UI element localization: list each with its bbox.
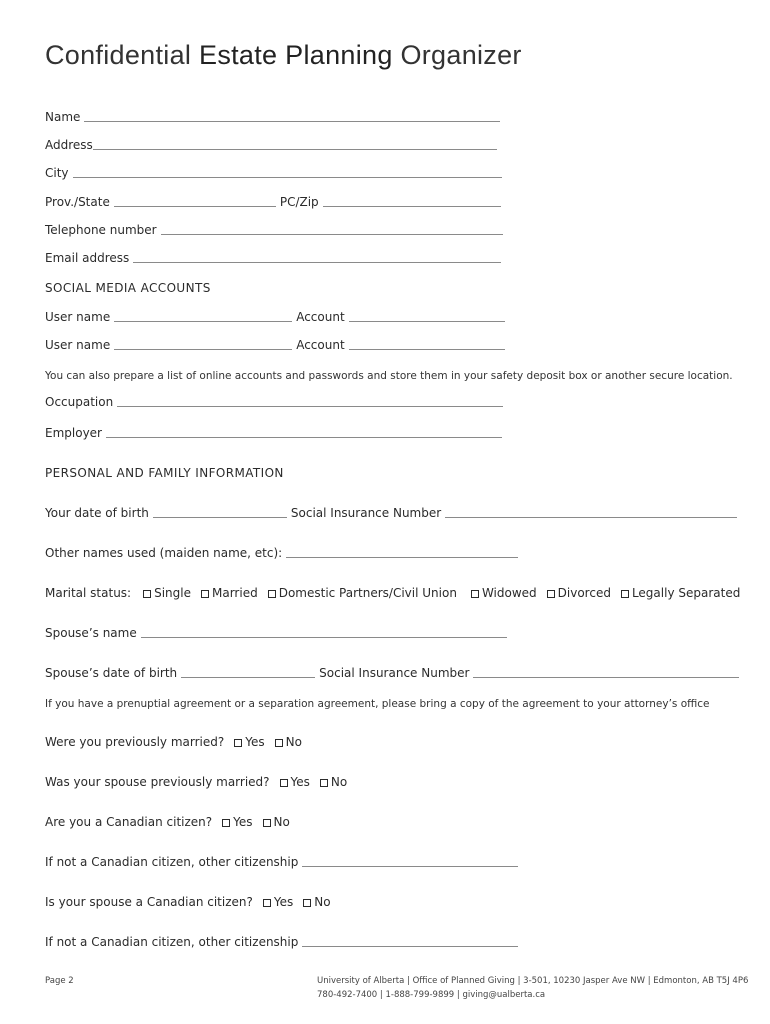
marital-option-domestic[interactable]: [268, 586, 457, 600]
checkbox-icon[interactable]: [222, 819, 230, 827]
page-title: [45, 40, 522, 71]
dob-label: Your date of birth: [45, 506, 149, 520]
spouse-name-row: [45, 624, 511, 640]
username-label: User name: [45, 338, 111, 352]
sin-field[interactable]: [445, 516, 737, 518]
checkbox-icon[interactable]: [143, 590, 151, 598]
canadian-row: [45, 813, 300, 829]
address-row: [45, 136, 501, 152]
employer-field[interactable]: [106, 436, 502, 438]
checkbox-icon[interactable]: [320, 779, 328, 787]
social-heading: SOCIAL MEDIA ACCOUNTS: [45, 281, 211, 295]
telephone-row: [45, 221, 507, 237]
spouse-other-citizenship-row: [45, 933, 522, 949]
employer-row: [45, 424, 506, 440]
checkbox-icon[interactable]: [275, 739, 283, 747]
account-field[interactable]: [349, 320, 505, 322]
other-citizenship-row: [45, 853, 522, 869]
yes-option[interactable]: [222, 815, 252, 829]
no-option[interactable]: [320, 775, 347, 789]
name-field[interactable]: [84, 120, 500, 122]
no-label: No: [314, 895, 331, 909]
option-label: Divorced: [557, 586, 611, 600]
telephone-field[interactable]: [161, 233, 503, 235]
prev-married-row: [45, 733, 312, 749]
address-label: Address: [45, 138, 93, 152]
dob-field[interactable]: [153, 516, 287, 518]
spouse-other-citizenship-field[interactable]: [302, 945, 518, 947]
email-label: Email address: [45, 251, 130, 265]
checkbox-icon[interactable]: [263, 819, 271, 827]
footer-address: University of Alberta | Office of Planned Giving | 3-501, 10230 Jasper Ave NW | Edmonton, AB T5J 4P6: [317, 976, 749, 986]
other-citizenship-field[interactable]: [302, 865, 518, 867]
username-field[interactable]: [114, 320, 292, 322]
employer-label: Employer: [45, 426, 102, 440]
marital-option-widowed[interactable]: [471, 586, 537, 600]
yes-label: Yes: [273, 895, 294, 909]
prov-field[interactable]: [114, 205, 276, 207]
spouse-sin-label: Social Insurance Number: [319, 666, 470, 680]
account-label: Account: [296, 310, 345, 324]
marital-option-separated[interactable]: [621, 586, 740, 600]
spouse-prev-married-label: Was your spouse previously married?: [45, 775, 270, 789]
checkbox-icon[interactable]: [263, 899, 271, 907]
no-option[interactable]: [303, 895, 330, 909]
dob-row: [45, 504, 741, 520]
personal-heading: PERSONAL AND FAMILY INFORMATION: [45, 466, 284, 480]
prenup-note: If you have a prenuptial agreement or a separation agreement, please bring a copy of the agreement to your attorney’s office: [45, 698, 710, 710]
spouse-name-field[interactable]: [141, 636, 507, 638]
address-field[interactable]: [93, 148, 497, 150]
city-row: [45, 164, 506, 180]
city-label: City: [45, 166, 69, 180]
title-part-1: Confidential: [45, 40, 192, 70]
account-field[interactable]: [349, 348, 505, 350]
prev-married-label: Were you previously married?: [45, 735, 225, 749]
name-row: [45, 108, 504, 124]
checkbox-icon[interactable]: [621, 590, 629, 598]
spouse-canadian-row: [45, 893, 341, 909]
marital-option-married[interactable]: [201, 586, 258, 600]
footer-contact: 780-492-7400 | 1-888-799-9899 | giving@ualberta.ca: [317, 990, 546, 1000]
spouse-dob-field[interactable]: [181, 676, 315, 678]
username-field[interactable]: [114, 348, 292, 350]
checkbox-icon[interactable]: [234, 739, 242, 747]
occupation-field[interactable]: [117, 405, 503, 407]
other-names-label: Other names used (maiden name, etc):: [45, 546, 283, 560]
checkbox-icon[interactable]: [303, 899, 311, 907]
yes-option[interactable]: [280, 775, 310, 789]
city-field[interactable]: [73, 176, 502, 178]
no-option[interactable]: [275, 735, 302, 749]
yes-option[interactable]: [263, 895, 293, 909]
canadian-label: Are you a Canadian citizen?: [45, 815, 213, 829]
prov-label: Prov./State: [45, 195, 110, 209]
telephone-label: Telephone number: [45, 223, 157, 237]
other-names-field[interactable]: [286, 556, 518, 558]
title-part-3: Organizer: [400, 40, 522, 70]
yes-option[interactable]: [234, 735, 264, 749]
yes-label: Yes: [290, 775, 310, 789]
sin-label: Social Insurance Number: [290, 506, 442, 520]
checkbox-icon[interactable]: [201, 590, 209, 598]
social-row-1: [45, 308, 509, 324]
occupation-row: [45, 393, 507, 409]
yes-label: Yes: [245, 735, 265, 749]
page-number: Page 2: [45, 976, 74, 986]
zip-label: PC/Zip: [279, 195, 319, 209]
spouse-other-citizenship-label: If not a Canadian citizen, other citizenship: [45, 935, 299, 949]
marital-label: Marital status:: [45, 586, 132, 600]
marital-row: [45, 584, 740, 600]
checkbox-icon[interactable]: [268, 590, 276, 598]
zip-field[interactable]: [323, 205, 501, 207]
option-label: Married: [212, 586, 258, 600]
social-row-2: [45, 336, 509, 352]
option-label: Domestic Partners/Civil Union: [278, 586, 457, 600]
email-row: [45, 249, 505, 265]
marital-option-divorced[interactable]: [547, 586, 611, 600]
option-label: Legally Separated: [631, 586, 741, 600]
checkbox-icon[interactable]: [547, 590, 555, 598]
checkbox-icon[interactable]: [280, 779, 288, 787]
title-part-2: Estate Planning: [199, 40, 393, 70]
spouse-dob-row: [45, 664, 743, 680]
username-label: User name: [45, 310, 111, 324]
spouse-prev-married-row: [45, 773, 357, 789]
name-label: Name: [45, 110, 81, 124]
option-label: Single: [154, 586, 191, 600]
no-label: No: [285, 735, 302, 749]
spouse-canadian-label: Is your spouse a Canadian citizen?: [45, 895, 253, 909]
no-label: No: [273, 815, 290, 829]
spouse-dob-label: Spouse’s date of birth: [45, 666, 178, 680]
checkbox-icon[interactable]: [471, 590, 479, 598]
prov-row: [45, 193, 505, 209]
spouse-sin-field[interactable]: [473, 676, 739, 678]
no-option[interactable]: [263, 815, 290, 829]
other-citizenship-label: If not a Canadian citizen, other citizenship: [45, 855, 299, 869]
yes-label: Yes: [233, 815, 253, 829]
no-label: No: [330, 775, 348, 789]
social-note: You can also prepare a list of online accounts and passwords and store them in your safety deposit box or another secure location.: [45, 370, 733, 382]
spouse-name-label: Spouse’s name: [45, 626, 137, 640]
occupation-label: Occupation: [45, 395, 114, 409]
marital-option-single[interactable]: [143, 586, 191, 600]
email-field[interactable]: [133, 261, 501, 263]
account-label: Account: [296, 338, 345, 352]
other-names-row: [45, 544, 522, 560]
option-label: Widowed: [481, 586, 537, 600]
